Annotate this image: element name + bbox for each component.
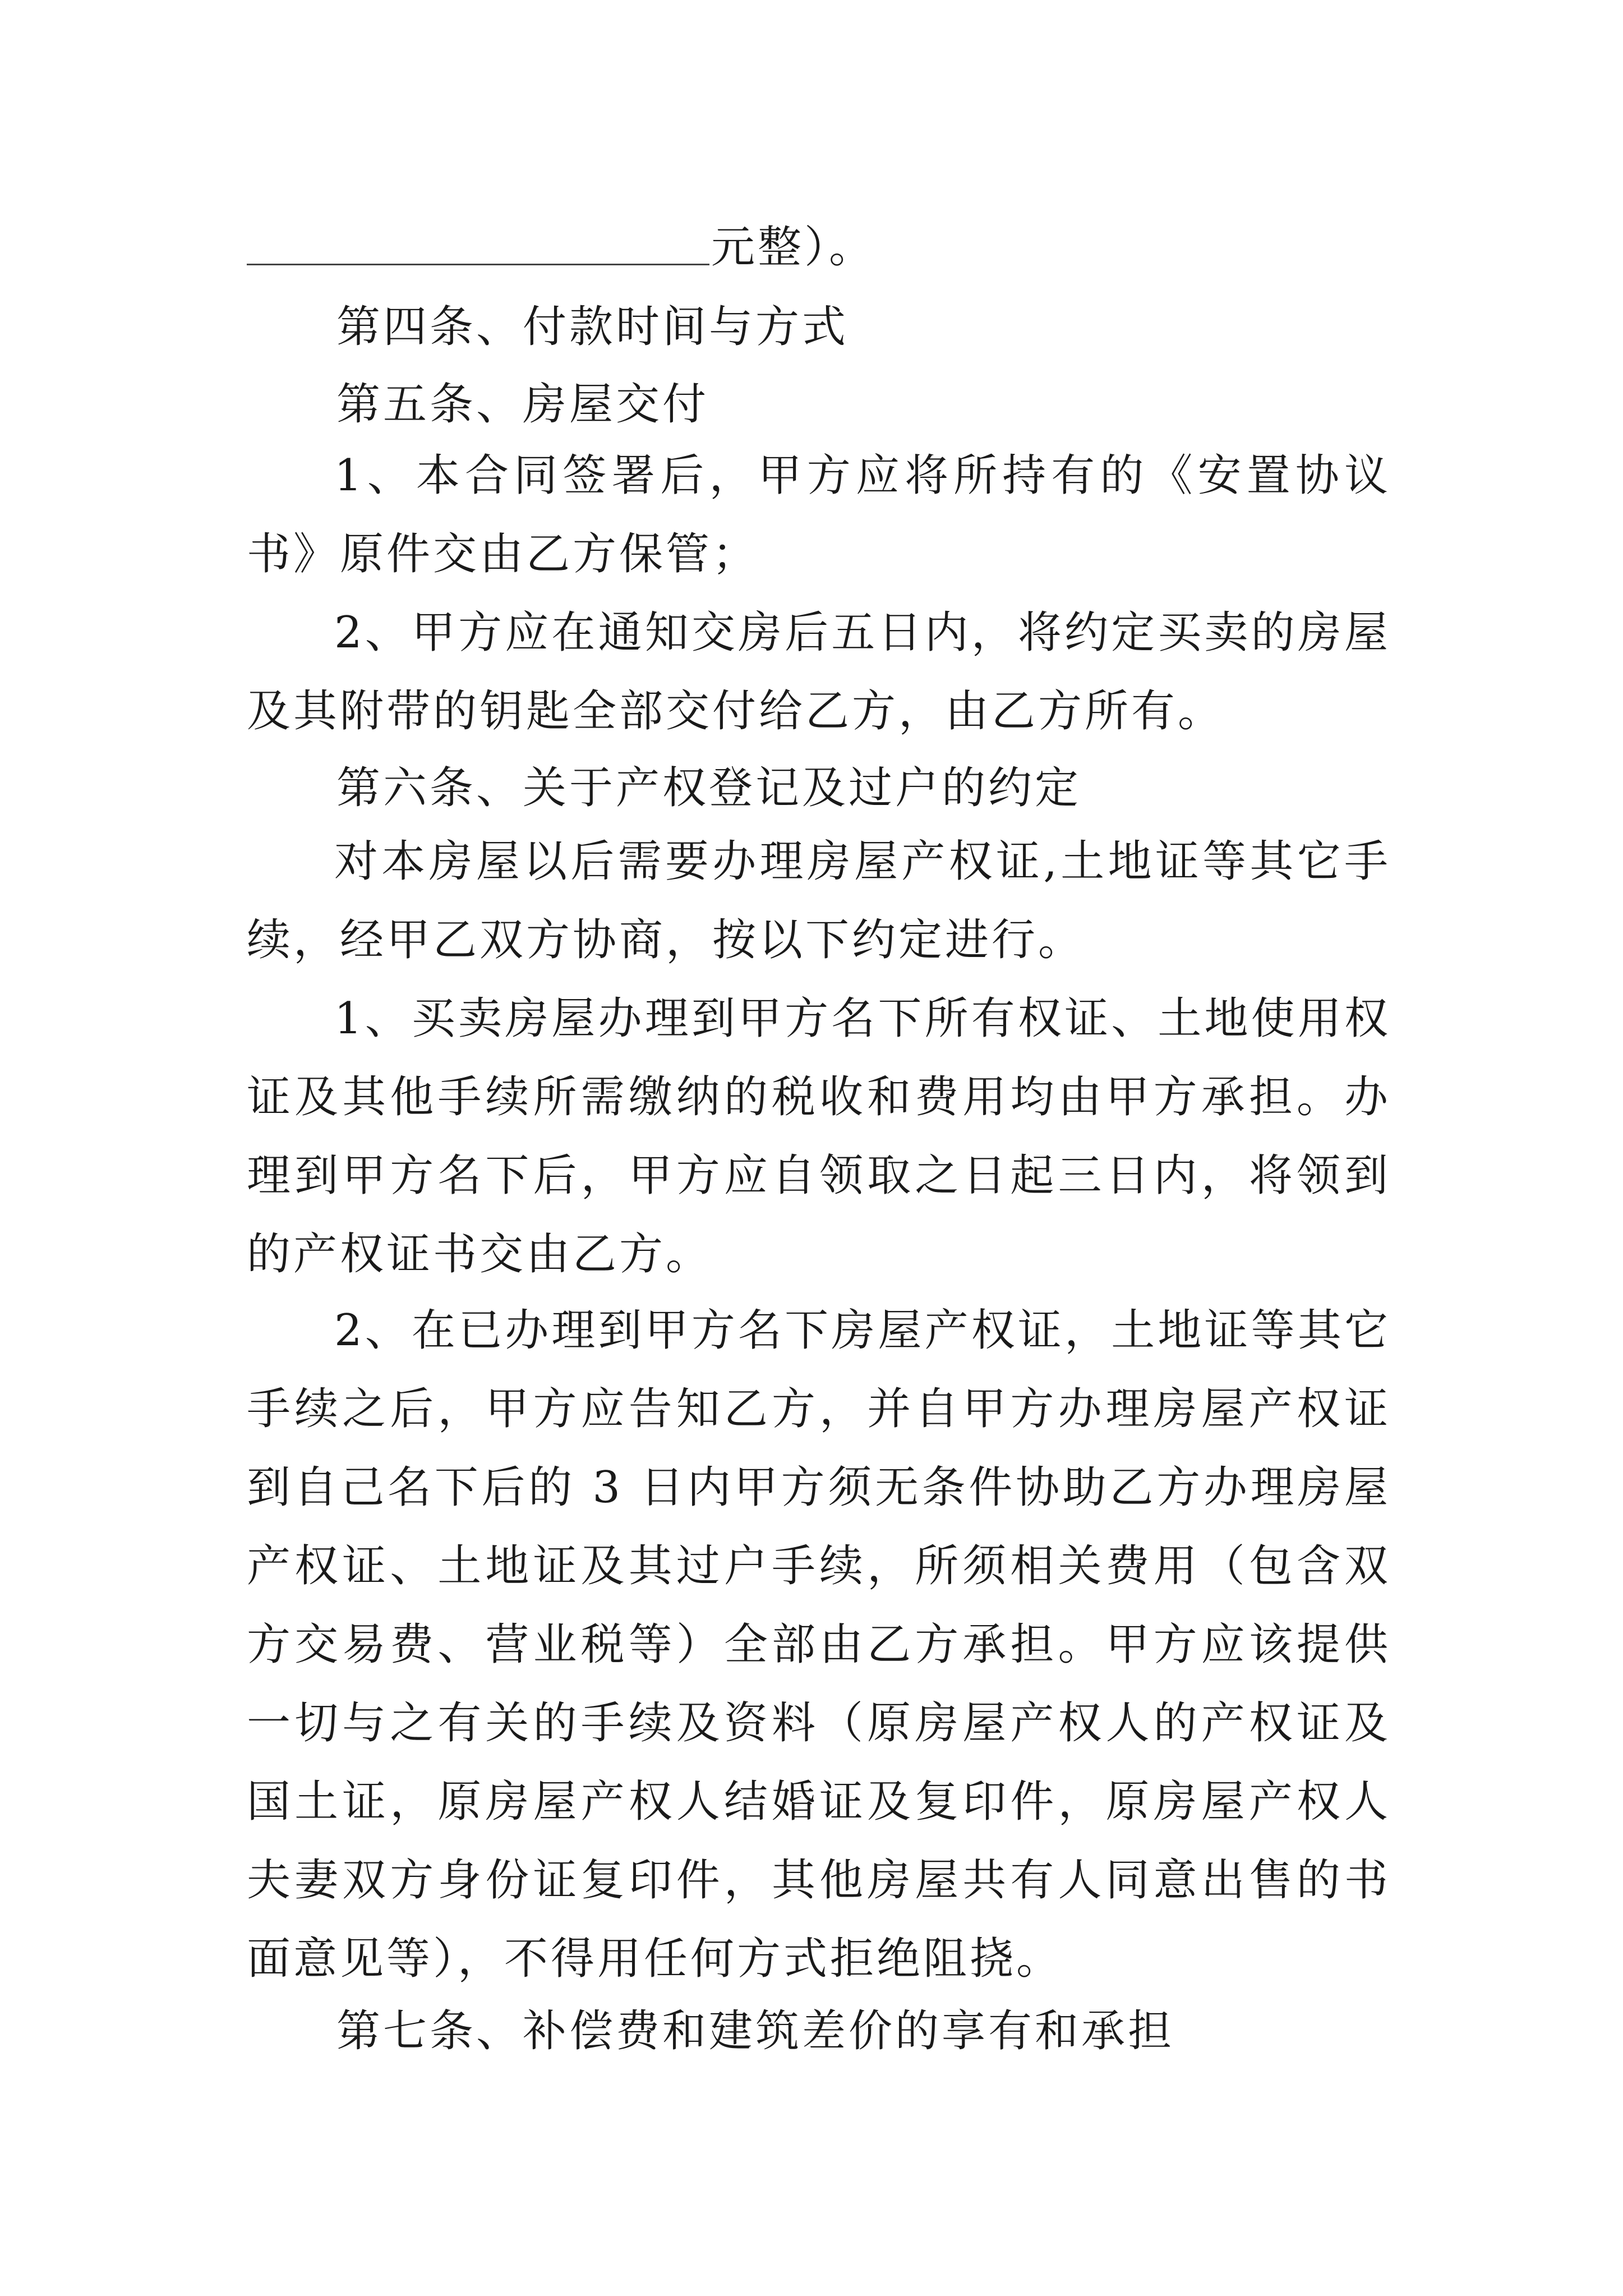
article-7-heading: 第七条、补偿费和建筑差价的享有和承担 — [336, 2006, 1175, 2056]
article-5-para-2: 2、甲方应在通知交房后五日内，将约定买卖的房屋及其附带的钥匙全部交付给乙方，由乙方所有。 — [247, 608, 1391, 737]
article-5-heading: 第五条、房屋交付 — [336, 379, 709, 430]
article-4-heading: 第四条、付款时间与方式 — [336, 302, 849, 352]
article-6-para-2: 2、在已办理到甲方名下房屋产权证，土地证等其它手续之后，甲方应告知乙方，并自甲方办理房屋产权证到自己名下后的 3 日内甲方须无条件协助乙方办理房屋产权证、土地证及其过户手续，所须相关费用（包含双方交易费、营业税等）全部由乙方承担。甲方应该提供一切与之有关的手续及资料（原房屋产权人的产权证及国土证，原房屋产权人结婚证及复印件，原房屋产权人夫妻双方身份证复印件，其他房屋共有人同意出售的书面意见等），不得用任何方式拒绝阻挠。 — [247, 1305, 1391, 1984]
article-6-heading: 第六条、关于产权登记及过户的约定 — [336, 763, 1082, 813]
article-6-intro: 对本房屋以后需要办理房屋产权证,土地证等其它手续，经甲乙双方协商，按以下约定进行。 — [247, 836, 1391, 965]
amount-suffix: 元整）。 — [711, 222, 876, 273]
article-5-para-1: 1、本合同签署后，甲方应将所持有的《安置协议书》原件交由乙方保管； — [247, 450, 1391, 579]
amount-blank-underline — [247, 264, 709, 265]
article-6-para-1: 1、买卖房屋办理到甲方名下所有权证、土地使用权证及其他手续所需缴纳的税收和费用均由甲方承担。办理到甲方名下后，甲方应自领取之日起三日内，将领到的产权证书交由乙方。 — [247, 993, 1391, 1280]
